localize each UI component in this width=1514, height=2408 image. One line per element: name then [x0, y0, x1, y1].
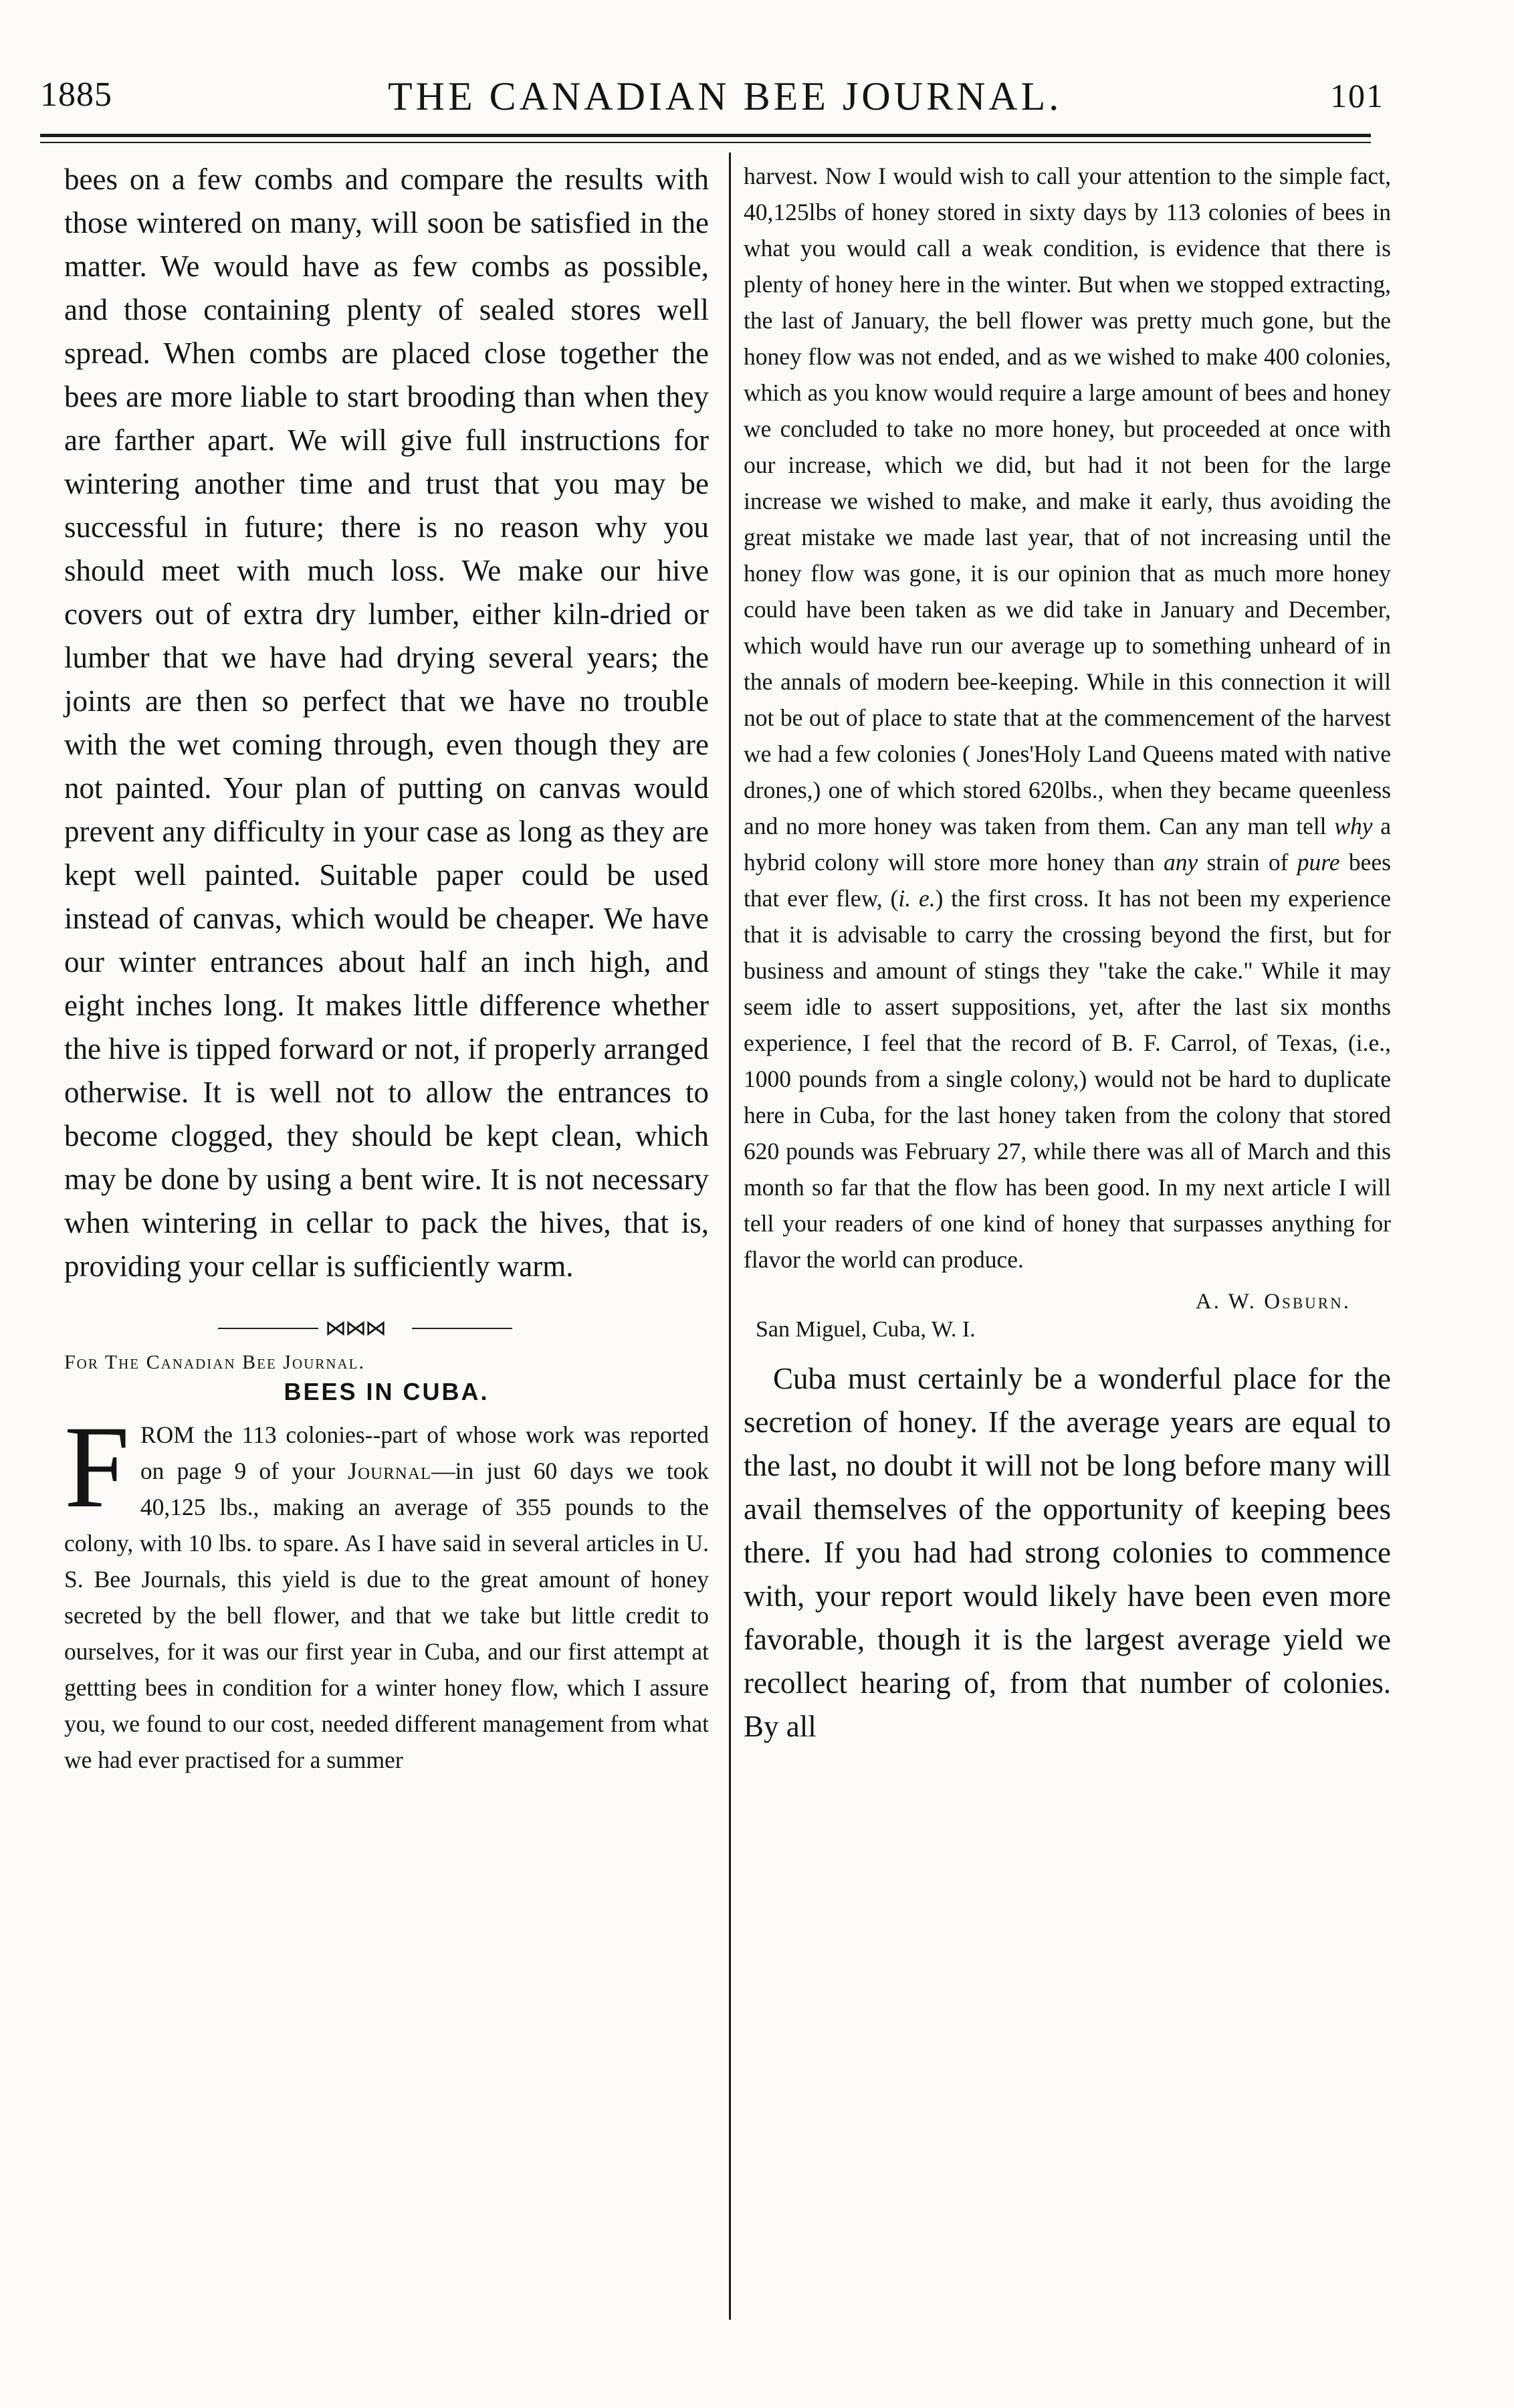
page-number: 101: [1330, 77, 1384, 114]
journal-word: Journal: [348, 1458, 432, 1484]
right-column: [744, 158, 1391, 1748]
article-opening: [64, 1402, 709, 1778]
left-column: [64, 158, 709, 1778]
page-header: [40, 67, 1384, 127]
italic-why: why: [1334, 813, 1373, 839]
column-divider: [729, 153, 731, 2320]
article-text-b: a hybrid colony will store more honey than: [744, 813, 1392, 876]
author-signature: A. W. Osburn.: [1195, 1290, 1351, 1314]
header-rule-thin: [40, 142, 1371, 143]
article-text-c: strain of: [1206, 849, 1289, 876]
article-text-a: harvest. Now I would wish to call your attention to the simple fact, 40,125lbs of honey stored in sixty days by 113 colonies of bees in what you would call a weak condition, is evidence that there is plenty of honey here in the winter. But when we stopped extracting, the last of January, the bell flower was pretty much gone, but the honey flow was not ended, and as we wished to make 400 colonies, which as you know would require a large amount of bees and honey we concluded to take no more honey, but proceeded at once with our increase, which we did, but had it not been for the large increase we wished to make, and make it early, thus avoiding the great mistake we made last year, that of not increasing until the honey flow was gone, it is our opinion that as much more honey could have been taken as we did take in January and December, which would have run our average up to something unheard of in the annals of modern bee-keeping. While in this connection it will not be out of place to state that at the commencement of the harvest we had a few colonies ( Jones'Holy Land Queens mated with native drones,) one of which stored 620lbs., when they became queenless and no more honey was taken from them. Can any man tell: [744, 163, 1391, 839]
article-continuation: [744, 158, 1391, 1278]
author-location: San Miguel, Cuba, W. I.: [756, 1317, 976, 1342]
editor-reply: Cuba must certainly be a wonderful place for the secretion of honey. If the average years are equal to the last, no doubt it will not be long before many will avail themselves of the opportunity of keeping bees there. If you had had strong colonies to commence with, your report would likely have been even more favorable, though it is the largest average yield we recollect hearing of, from that number of colonies. By all: [744, 1362, 1391, 1743]
article-opening-text-b: —in just 60 days we took 40,125 lbs., making an average of 355 pounds to the colony, with 10 lbs. to spare. As I have said in several articles in U. S. Bee Journals, this yield is due to the great amount of honey secreted by the bell flower, and that we take but little credit to ourselves, for it was our first year in Cuba, and our first attempt at gettting bees in condition for a winter honey flow, which I assure you, we found to our cost, needed different management from what we had ever practised for a summer: [64, 1458, 709, 1773]
italic-ie: i. e.: [898, 885, 936, 912]
header-rule-thick: [40, 134, 1371, 137]
separator-line-right: [412, 1328, 512, 1329]
section-separator: [64, 1315, 709, 1342]
separator-line-left: [218, 1328, 318, 1329]
italic-any: any: [1163, 849, 1198, 876]
drop-cap: F: [64, 1402, 130, 1532]
article-text-e: ) the first cross. It has not been my experience that it is advisable to carry the crossing beyond the first, but for business and amount of stings they "take the cake." While it may seem idle to assert suppositions, yet, after the last six months experience, I feel that the record of B. F. Carrol, of Texas, (i.e., 1000 pounds from a single colony,) would not be hard to duplicate here in Cuba, for the last honey taken from the colony that stored 620 pounds was February 27, while there was all of March and this month so far that the flow has been good. In my next article I will tell your readers of one kind of honey that surpasses anything for flavor the world can produce.: [744, 885, 1391, 1273]
article-title: BEES IN CUBA.: [284, 1378, 490, 1405]
separator-ornament: ⋈⋈⋈: [325, 1316, 385, 1340]
article-credit: For The Canadian Bee Journal.: [64, 1351, 365, 1373]
article-text-d: bees that ever flew, (: [744, 849, 1392, 912]
header-year: 1885: [40, 76, 112, 114]
journal-title: THE CANADIAN BEE JOURNAL.: [388, 74, 1063, 118]
italic-pure: pure: [1297, 849, 1340, 876]
article-opening-text-a: ROM the 113 colonies--part of whose work was reported on page 9 of your: [140, 1421, 709, 1484]
continued-paragraph: bees on a few combs and compare the results with those wintered on many, will soon be satisfied in the matter. We would have as few combs as possible, and those containing plenty of sealed stores well spread. When combs are placed close together the bees are more liable to start brooding than when they are farther apart. We will give full instructions for wintering another time and trust that you may be successful in future; there is no reason why you should meet with much loss. We make our hive covers out of extra dry lumber, either kiln-dried or lumber that we have had drying several years; the joints are then so perfect that we have no trouble with the wet coming through, even though they are not painted. Your plan of putting on canvas would prevent any difficulty in your case as long as they are kept well painted. Suitable paper could be used instead of canvas, which would be cheaper. We have our winter entrances about half an inch high, and eight inches long. It makes little difference whether the hive is tipped forward or not, if properly arranged otherwise. It is well not to allow the entrances to become clogged, they should be kept clean, which may be done by using a bent wire. It is not necessary when wintering in cellar to pack the hives, that is, providing your cellar is sufficiently warm.: [64, 163, 709, 1283]
